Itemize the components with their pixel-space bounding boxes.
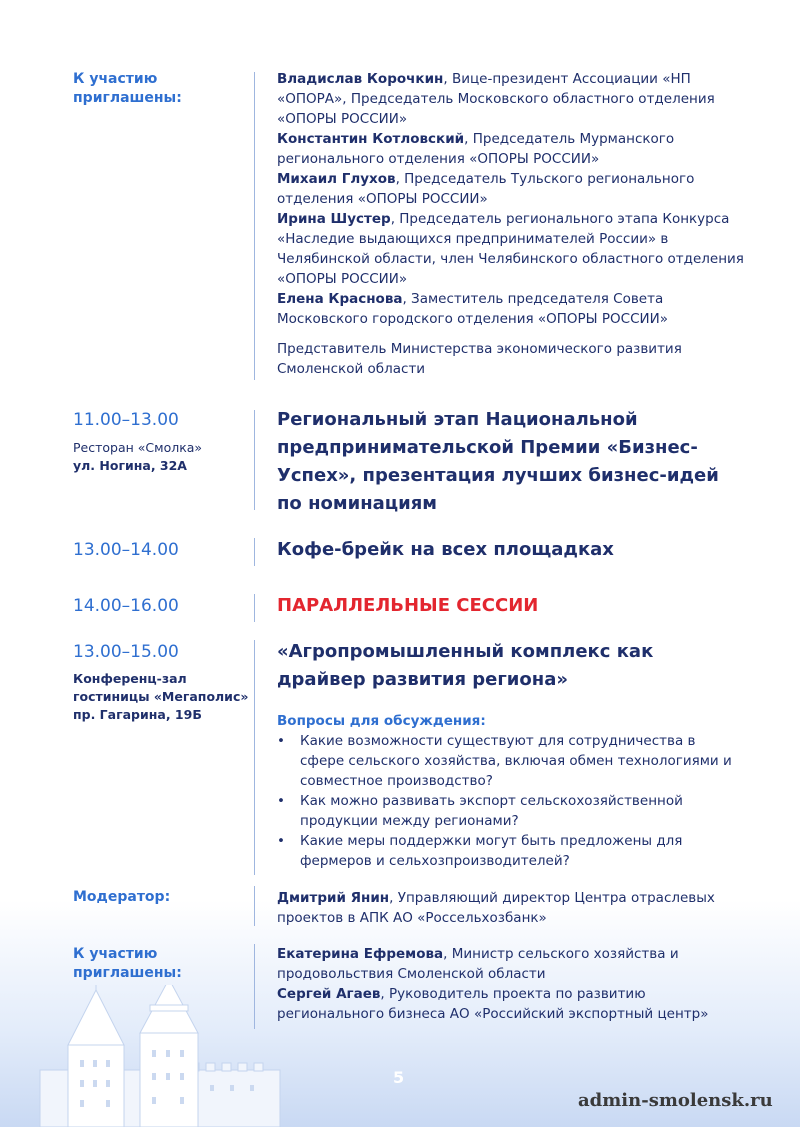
session2-venue	[73, 670, 248, 724]
person-name: Сергей Агаев	[277, 986, 381, 1002]
question-text: Какие меры поддержки могут быть предложены для фермеров и сельхозпроизводителей?	[300, 833, 683, 869]
person-role: , Председатель регионального этапа Конкурса «Наследие выдающихся предпринимателей России» в Челябинской области, член Челябинского областного отделения «ОПОРЫ РОССИИ»	[277, 211, 744, 287]
person-role: , Председатель Мурманского регионального отделения «ОПОРЫ РОССИИ»	[277, 131, 675, 167]
person-name: Елена Краснова	[277, 291, 403, 307]
person-role: , Управляющий директор Центра отраслевых проектов в АПК АО «Россельхозбанк»	[277, 890, 715, 926]
invited-list	[277, 944, 727, 1024]
invited-label	[73, 70, 182, 108]
kremlin-towers-icon	[0, 985, 290, 1127]
venue-line: пр. Гагарина, 19Б	[73, 707, 202, 722]
invited-person	[277, 169, 747, 209]
invited-label	[73, 945, 182, 983]
bullet-icon: •	[277, 793, 285, 809]
session2-time: 13.00–15.00	[73, 642, 179, 662]
moderator-person	[277, 888, 747, 928]
venue-line: гостиницы «Мегаполис»	[73, 689, 249, 704]
person-role: , Заместитель председателя Совета Московского городского отделения «ОПОРЫ РОССИИ»	[277, 291, 668, 327]
divider-line	[254, 886, 255, 926]
divider-line	[254, 72, 255, 380]
session1-venue	[73, 439, 202, 475]
question-text: Как можно развивать экспорт сельскохозяйственной продукции между регионами?	[300, 793, 683, 829]
invited-label-line: приглашены:	[73, 90, 182, 106]
invited-ministry: Представитель Министерства экономического развития Смоленской области	[277, 341, 682, 377]
moderator-label: Модератор:	[73, 889, 171, 905]
question-text: Какие возможности существуют для сотрудничества в сфере сельского хозяйства, включая обмен технологиями и совместное производство?	[300, 733, 732, 789]
invited-person	[277, 289, 747, 329]
parallel-title: ПАРАЛЛЕЛЬНЫЕ СЕССИИ	[277, 595, 539, 616]
coffee-time: 13.00–14.00	[73, 540, 179, 560]
person-role: , Руководитель проекта по развитию регионального бизнеса АО «Российский экспортный центр»	[277, 986, 709, 1022]
venue-line: Ресторан «Смолка»	[73, 440, 203, 455]
invited-person	[277, 984, 727, 1024]
divider-line	[254, 538, 255, 566]
bullet-icon: •	[277, 833, 285, 849]
bullet-icon: •	[277, 733, 285, 749]
invited-person	[277, 209, 747, 289]
person-name: Константин Котловский	[277, 131, 465, 147]
invited-list	[277, 69, 747, 379]
page-number: 5	[393, 1068, 405, 1087]
question-item	[277, 731, 737, 791]
person-name: Михаил Глухов	[277, 171, 396, 187]
watermark-text: admin-smolensk.ru	[578, 1090, 773, 1111]
divider-line	[254, 640, 255, 875]
question-item	[277, 831, 737, 871]
coffee-title: Кофе-брейк на всех площадках	[277, 539, 614, 560]
divider-line	[254, 594, 255, 622]
divider-line	[254, 410, 255, 510]
venue-line: Конференц-зал	[73, 671, 187, 686]
person-name: Дмитрий Янин	[277, 890, 390, 906]
venue-line: ул. Ногина, 32А	[73, 458, 187, 473]
person-role: , Министр сельского хозяйства и продовольствия Смоленской области	[277, 946, 679, 982]
questions-list	[277, 731, 737, 871]
session2-title: «Агропромышленный комплекс как драйвер развития региона»	[277, 641, 654, 690]
person-name: Екатерина Ефремова	[277, 946, 444, 962]
invited-person	[277, 69, 747, 129]
questions-label: Вопросы для обсуждения:	[277, 713, 486, 729]
question-item	[277, 791, 737, 831]
invited-person	[277, 944, 727, 984]
session1-time: 11.00–13.00	[73, 410, 179, 430]
person-name: Ирина Шустер	[277, 211, 391, 227]
person-role: , Председатель Тульского регионального отделения «ОПОРЫ РОССИИ»	[277, 171, 695, 207]
invited-label-line: К участию	[73, 946, 158, 962]
moderator-info	[277, 888, 747, 928]
invited-label-line: приглашены:	[73, 965, 182, 981]
person-name: Владислав Корочкин	[277, 71, 444, 87]
invited-person	[277, 129, 747, 169]
person-role: , Вице-президент Ассоциации «НП «ОПОРА», Председатель Московского областного отделения «ОПОРЫ РОССИИ»	[277, 71, 715, 127]
parallel-time: 14.00–16.00	[73, 596, 179, 616]
invited-label-line: К участию	[73, 71, 158, 87]
session1-title: Региональный этап Национальной предпринимательской Премии «Бизнес-Успех», презентация лучших бизнес-идей по номинациям	[277, 409, 719, 514]
